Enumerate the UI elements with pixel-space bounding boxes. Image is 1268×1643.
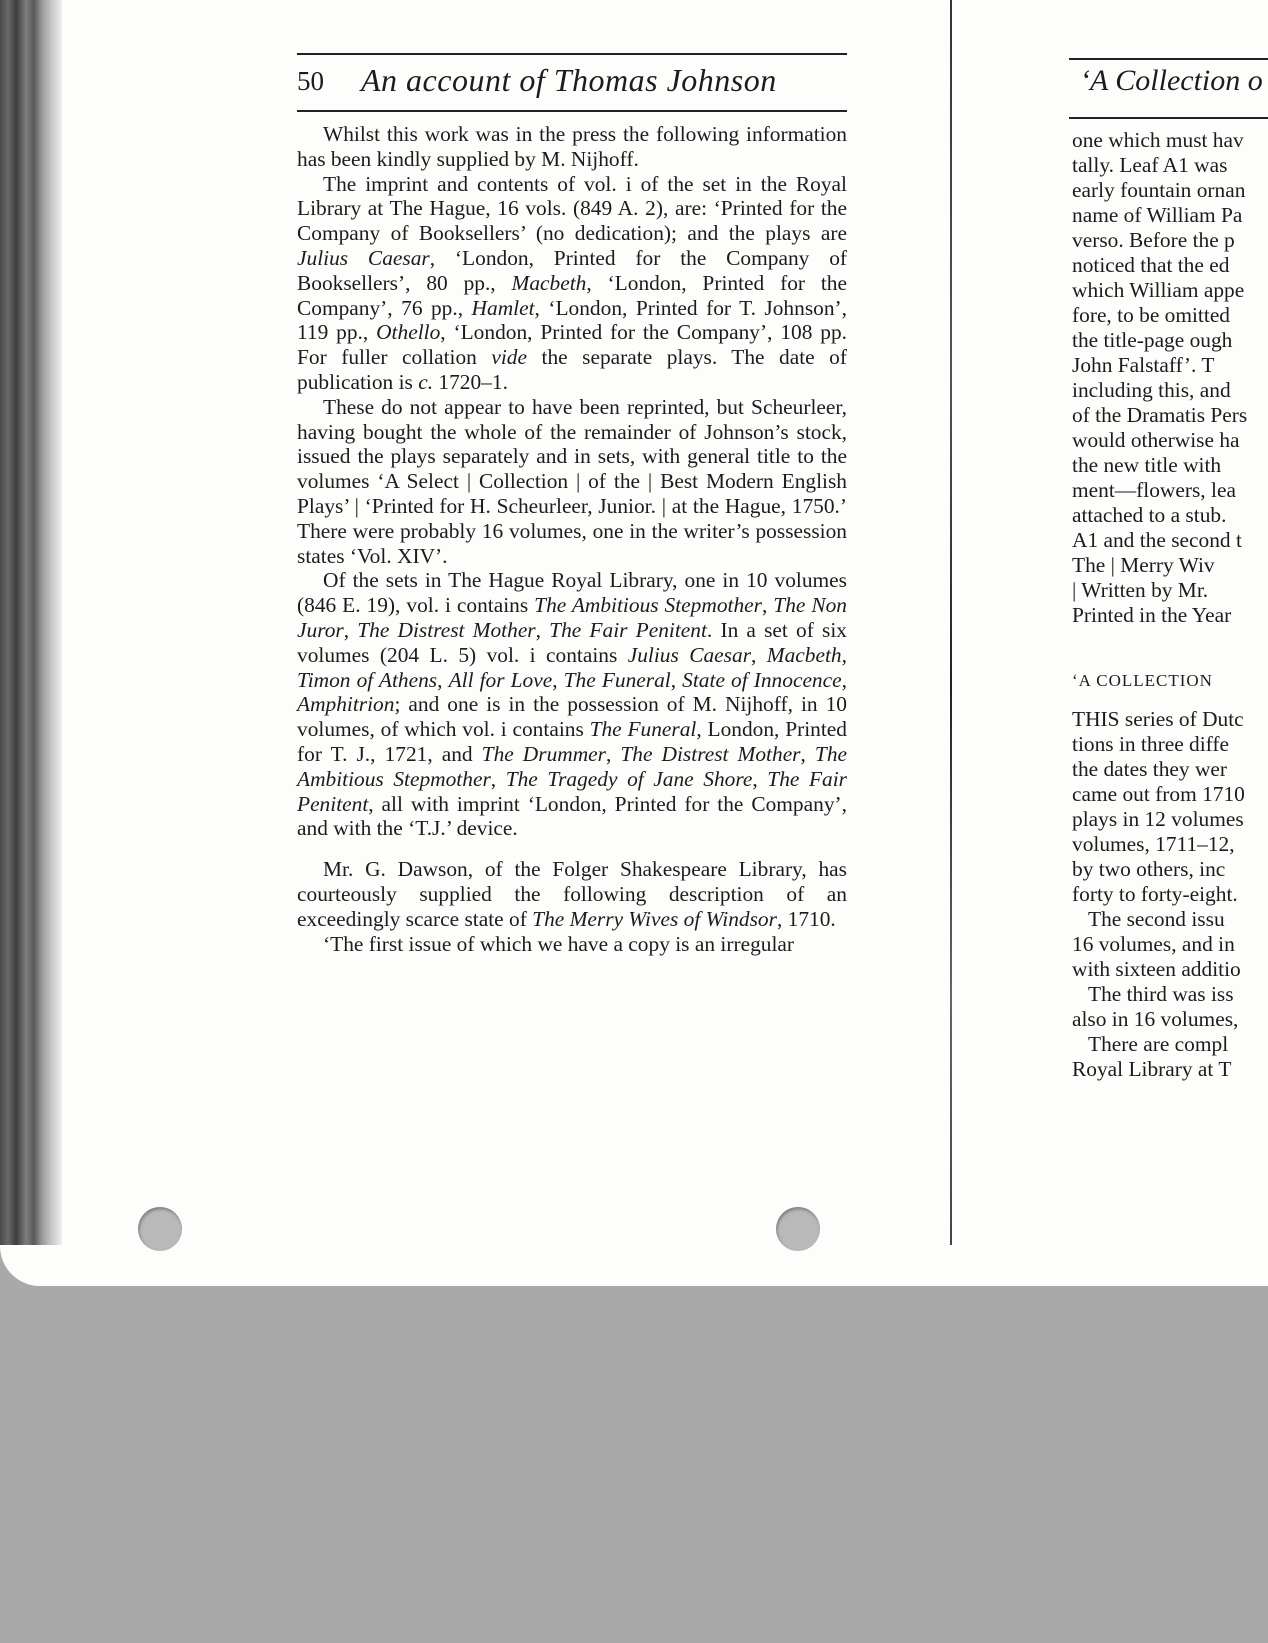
right-line: of the Dramatis Pers [1072,403,1248,427]
right-line: | Written by Mr. [1072,578,1209,602]
header-rule-bottom [297,110,847,112]
right-line: tally. Leaf A1 was [1072,153,1228,177]
right-line: the title-page ough [1072,328,1233,352]
right-line: verso. Before the p [1072,228,1235,252]
paragraph: Whilst this work was in the press the following information has been kindly supplied by M. Nijhoff. [297,122,847,171]
page-number: 50 [297,66,324,96]
right-line: John Falstaff’. T [1072,353,1215,377]
right-line: ment—flowers, lea [1072,478,1236,502]
right-line: the new title with [1072,453,1222,477]
header-rule-top [297,53,847,55]
right-line: tions in three diffe [1072,732,1230,756]
right-line: The | Merry Wiv [1072,553,1215,577]
right-line: with sixteen additio [1072,957,1241,981]
right-line: name of William Pa [1072,203,1243,227]
right-line: noticed that the ed [1072,253,1230,277]
right-running-title: ‘A Collection o [1080,64,1263,97]
right-line: fore, to be omitted [1072,303,1231,327]
right-line: The third was iss [1088,982,1234,1006]
right-line: the dates they wer [1072,757,1228,781]
running-header [297,58,847,108]
punch-hole-left [138,1207,182,1251]
paragraph: ‘The first issue of which we have a copy is an irregular [323,931,795,956]
right-line: The second issu [1088,907,1225,931]
right-line: including this, and [1072,378,1231,402]
right-line: which William appe [1072,278,1245,302]
punch-hole-right [776,1207,820,1251]
right-section-heading: ‘A COLLECTION [1072,671,1213,690]
binding-shadow [0,0,62,1245]
right-line: by two others, inc [1072,857,1226,881]
right-line: would otherwise ha [1072,428,1240,452]
right-page-body [1072,0,1268,1100]
paragraph: Of the sets in The Hague Royal Library, one in 10 volumes (846 E. 19), vol. i contains The Ambitious Stepmother, The Non Juror, The Distrest Mother, The Fair Penitent. In a set of six volumes (204 L. 5) vol. i contains Julius Caesar, Macbeth, Timon of Athens, All for Love, The Funeral, State of Innocence, Amphitrion; and one is in the possession of M. Nijhoff, in 10 volumes, of which vol. i contains The Funeral, London, Printed for T. J., 1721, and The Drummer, The Distrest Mother, The Ambitious Stepmother, The Tragedy of Jane Shore, The Fair Penitent, all with imprint ‘London, Printed for the Company’, and with the ‘T.J.’ device. [297,568,848,841]
right-line: 16 volumes, and in [1072,932,1235,956]
right-line: volumes, 1711–12, [1072,832,1235,856]
left-page-body [297,122,847,956]
right-line: Printed in the Year [1072,603,1232,627]
right-line: plays in 12 volumes [1072,807,1244,831]
gutter-line [950,0,952,1245]
running-title: An account of Thomas Johnson [361,62,777,98]
right-line: forty to forty-eight. [1072,882,1238,906]
right-line: THIS series of Dutc [1072,707,1244,731]
right-line: attached to a stub. [1072,503,1227,527]
right-line: Royal Library at T [1072,1057,1232,1081]
paragraph: The imprint and contents of vol. i of the set in the Royal Library at The Hague, 16 vols. (849 A. 2), are: ‘Printed for the Company of Booksellers’ (no dedication); and the plays are Julius Caesar, ‘London, Printed for the Company of Booksellers’, 80 pp., Macbeth, ‘London, Printed for the Company’, 76 pp., Hamlet, ‘London, Printed for T. Johnson’, 119 pp., Othello, ‘London, Printed for the Company’, 108 pp. For fuller collation vide the separate plays. The date of publication is c. 1720–1. [297,171,848,394]
right-line: came out from 1710 [1072,782,1245,806]
right-line: early fountain ornan [1072,178,1246,202]
right-line: There are compl [1088,1032,1229,1056]
right-line: also in 16 volumes, [1072,1007,1239,1031]
right-line: A1 and the second t [1072,528,1242,552]
paragraph: These do not appear to have been reprinted, but Scheurleer, having bought the whole of the remainder of Johnson’s stock, issued the plays separately and in sets, with general title to the volumes ‘A Select | Collection | of the | Best Modern English Plays’ | ‘Printed for H. Scheurleer, Junior. | at the Hague, 1750.’ There were probably 16 volumes, one in the writer’s possession states ‘Vol. XIV’. [297,394,847,568]
paragraph: Mr. G. Dawson, of the Folger Shakespeare Library, has courteously supplied the following description of an exceedingly scarce state of The Merry Wives of Windsor, 1710. [297,857,847,931]
right-line: one which must hav [1072,128,1244,152]
